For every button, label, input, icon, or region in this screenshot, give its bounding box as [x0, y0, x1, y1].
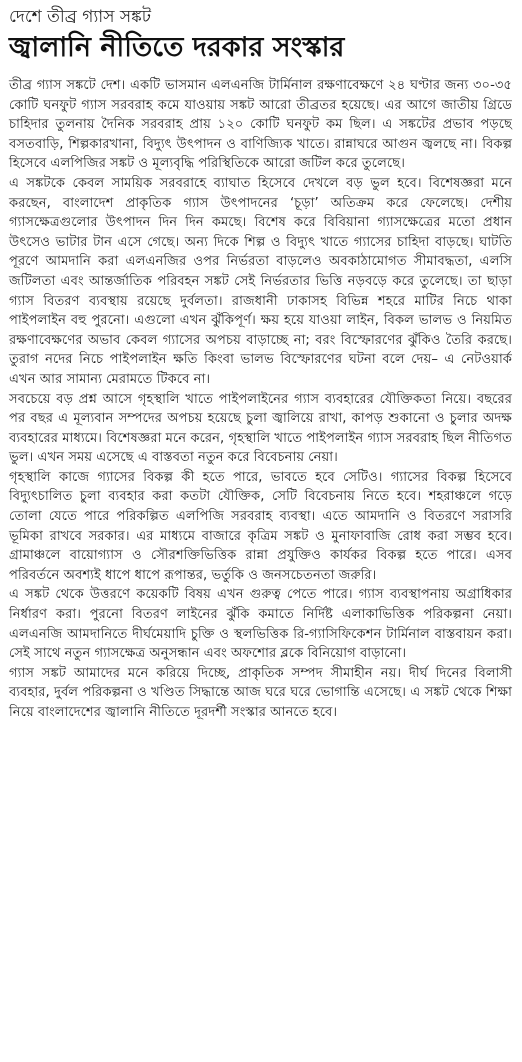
article-body: [9, 76, 512, 723]
article-paragraph: গ্যাস সঙ্কট আমাদের মনে করিয়ে দিচ্ছে, প্রাকৃতিক সম্পদ সীমাহীন নয়। দীর্ঘ দিনের বিলাসী ব্যবহার, দুর্বল পরিকল্পনা ও খণ্ডিত সিদ্ধান্তে আজ ঘরে ঘরে ভোগান্তি এসেছে। এ সঙ্কট থেকে শিক্ষা নিয়ে বাংলাদেশের জ্বালানি নীতিতে দূরদর্শী সংস্কার আনতে হবে।: [9, 665, 512, 720]
article-kicker: দেশে তীব্র গ্যাস সঙ্কট: [9, 7, 151, 27]
article-headline: জ্বালানি নীতিতে দরকার সংস্কার: [9, 32, 345, 63]
article-paragraph: এ সঙ্কট থেকে উত্তরণে কয়েকটি বিষয় এখন গুরুত্ব পেতে পারে। গ্যাস ব্যবস্থাপনায় অগ্রাধিকার নির্ধারণ করা। পুরনো বিতরণ লাইনের ঝুঁকি কমাতে নির্দিষ্ট এলাকাভিত্তিক পরিকল্পনা নেয়া। এলএনজি আমদানিতে দীর্ঘমেয়াদি চুক্তি ও স্থলভিত্তিক রি-গ্যাসিফিকেশন টার্মিনাল বাস্তবায়ন করা। সেই সাথে নতুন গ্যাসক্ষেত্র অনুসন্ধান এবং অফশোর ব্লকে বিনিয়োগ বাড়ানো।: [9, 587, 512, 662]
article-paragraph: গৃহস্থালি কাজে গ্যাসের বিকল্প কী হতে পারে, ভাবতে হবে সেটিও। গ্যাসের বিকল্প হিসেবে বিদ্যুৎচালিত চুলা ব্যবহার করা কতটা যৌক্তিক, সেটি বিবেচনায় নিতে হবে। শহরাঞ্চলে গড়ে তোলা যেতে পারে পরিকল্পিত এলপিজি সরবরাহ ব্যবস্থা। এতে আমদানি ও বিতরণে সরাসরি ভূমিকা রাখবে সরকার। এর মাধ্যমে বাজারে কৃত্রিম সঙ্কট ও মুনাফাবাজি রোধ করা সম্ভব হবে। গ্রামাঞ্চলে বায়োগ্যাস ও সৌরশক্তিভিত্তিক রান্না প্রযুক্তিও কার্যকর বিকল্প হতে পারে। এসব পরিবর্তনে অবশ্যই ধাপে ধাপে রূপান্তর, ভর্তুকি ও জনসচেতনতা জরুরি।: [9, 469, 512, 583]
article-paragraph: তীব্র গ্যাস সঙ্কটে দেশ। একটি ভাসমান এলএনজি টার্মিনাল রক্ষণাবেক্ষণে ২৪ ঘণ্টার জন্য ৩০-৩৫ কোটি ঘনফুট গ্যাস সরবরাহ কমে যাওয়ায় সঙ্কট আরো তীব্রতর হয়েছে। এর আগে জাতীয় গ্রিডে চাহিদার তুলনায় দৈনিক সরবরাহ প্রায় ১২০ কোটি ঘনফুট কম ছিল। এ সঙ্কটের প্রভাব পড়ছে বসতবাড়ি, শিল্পকারখানা, বিদ্যুৎ উৎপাদন ও বাণিজ্যিক খাতে। রান্নাঘরে আগুন জ্বলছে না। বিকল্প হিসেবে এলপিজির সঙ্কট ও মূল্যবৃদ্ধি পরিস্থিতিকে আরো জটিল করে তুলেছে।: [9, 78, 512, 172]
article-paragraph: এ সঙ্কটকে কেবল সাময়িক সরবরাহে ব্যাঘাত হিসেবে দেখলে বড় ভুল হবে। বিশেষজ্ঞরা মনে করছেন, বাংলাদেশ প্রাকৃতিক গ্যাস উৎপাদনের ‘চূড়া’ অতিক্রম করে ফেলেছে। দেশীয় গ্যাসক্ষেত্রগুলোর উৎপাদন দিন দিন কমছে। বিশেষ করে বিবিয়ানা গ্যাসক্ষেত্রের মতো প্রধান উৎসেও ভাটার টান এসে গেছে। অন্য দিকে শিল্প ও বিদ্যুৎ খাতে গ্যাসের চাহিদা বাড়ছে। ঘাটতি পূরণে আমদানি করা এলএনজির ওপর নির্ভরতা বাড়লেও অবকাঠামোগত সীমাবদ্ধতা, এলসি জটিলতা এবং আন্তর্জাতিক পরিবহন সঙ্কট সেই নির্ভরতার ভিত্তি নড়বড়ে করে তুলেছে। তা ছাড়া গ্যাস বিতরণ ব্যবস্থায় রয়েছে দুর্বলতা। রাজধানী ঢাকাসহ বিভিন্ন শহরে মাটির নিচে থাকা পাইপলাইন বহু পুরনো। এগুলো এখন ঝুঁকিপূর্ণ। ক্ষয় হয়ে যাওয়া লাইন, বিকল ভালভ ও নিয়মিত রক্ষণাবেক্ষণের অভাব কেবল গ্যাসের অপচয় বাড়াচ্ছে না; বরং বিস্ফোরণের ঝুঁকিও তৈরি করছে। তুরাগ নদের নিচে পাইপলাইন ক্ষতি কিংবা ভালভ বিস্ফোরণের ঘটনা বলে দেয়– এ নেটওয়ার্ক এখন আর সামান্য মেরামতে টিকবে না।: [9, 175, 512, 387]
article-paragraph: সবচেয়ে বড় প্রশ্ন আসে গৃহস্থালি খাতে পাইপলাইনের গ্যাস ব্যবহারের যৌক্তিকতা নিয়ে। বছরের পর বছর এ মূল্যবান সম্পদের অপচয় হয়েছে চুলা জ্বালিয়ে রাখা, কাপড় শুকানো ও চুলার অদক্ষ ব্যবহারের মাধ্যমে। বিশেষজ্ঞরা মনে করেন, গৃহস্থালি খাতে পাইপলাইন গ্যাস সরবরাহ ছিল নীতিগত ভুল। এখন সময় এসেছে এ বাস্তবতা নতুন করে বিবেচনায় নেয়া।: [9, 391, 512, 466]
